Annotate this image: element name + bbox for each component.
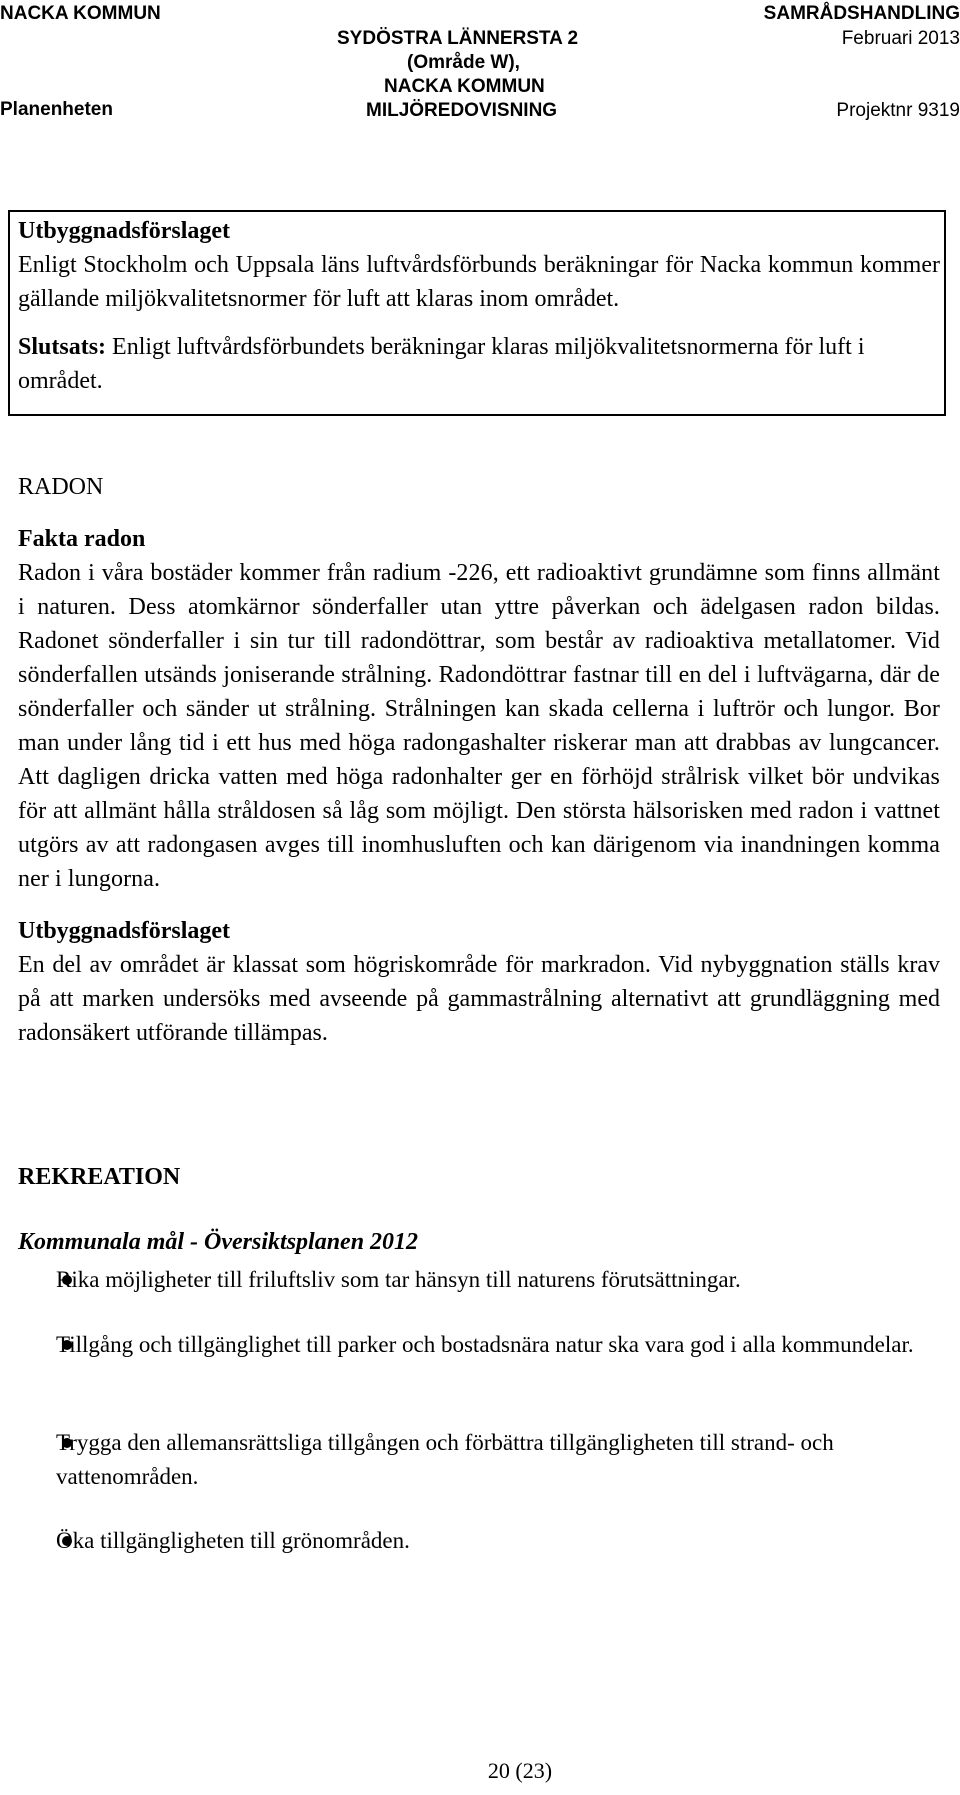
header-org: NACKA KOMMUN	[0, 3, 161, 24]
header-doc-type: SAMRÅDSHANDLING	[763, 3, 960, 24]
goal-item-3: Trygga den allemansrättsliga tillgången och förbättra tillgängligheten till strand- och vattenområden.	[56, 1430, 834, 1489]
page-number: 20 (23)	[487, 1758, 553, 1783]
recreation-section	[18, 1160, 940, 1194]
radon-heading: RADON	[18, 474, 104, 500]
air-quality-summary	[18, 214, 940, 398]
radon-proposal-text: En del av området är klassat som högriskområde för markradon. Vid nybyggnation ställs krav på att marken undersöks med avseende på gammastrålning alternativt att grundläggning med radonsäkert utförande tillämpas.	[18, 952, 940, 1046]
header-title-line3: NACKA KOMMUN	[384, 76, 545, 97]
goal-item-2: Tillgång och tillgänglighet till parker och bostadsnära natur ska vara god i alla kommundelar.	[56, 1332, 914, 1357]
goals-heading: Kommunala mål - Översiktsplanen 2012	[18, 1229, 419, 1255]
air-conclusion	[18, 330, 940, 398]
conclusion-label: Slutsats:	[18, 334, 107, 360]
header-project-number: Projektnr 9319	[836, 100, 960, 121]
goal-item-1: Rika möjligheter till friluftsliv som tar hänsyn till naturens förutsättningar.	[56, 1267, 741, 1292]
radon-facts-text: Radon i våra bostäder kommer från radium -226, ett radioaktivt grundämne som finns allmänt i naturen. Dess atomkärnor sönderfaller utan yttre påverkan och ädelgasen radon bildas. Radonet sönderfaller i sin tur till radondöttrar, som består av radioaktiva metallatomer. Vid sönderfallen utsänds joniserande strålning. Radondöttrar fastnar till en del i luftvägarna, där de sönderfaller och sänder ut strålning. Strålningen kan skada cellerna i luftrör och lungor. Bor man under lång tid i ett hus med höga radongashalter riskerar man att drabbas av lungcancer. Att dagligen dricka vatten med höga radonhalter ger en förhöjd strålrisk vilket bör undvikas för att allmänt hålla stråldosen så låg som möjligt. Den största hälsorisken med radon i vattnet utgörs av att radongasen avges till inomhusluften och kan därigenom via inandningen komma ner i lungorna.	[18, 560, 940, 892]
header-title-line1: SYDÖSTRA LÄNNERSTA 2	[337, 28, 579, 49]
radon-section	[18, 470, 940, 1050]
conclusion-text: Enligt luftvårdsförbundets beräkningar klaras miljökvalitetsnormerna för luft i området.	[18, 334, 865, 394]
air-proposal-text: Enligt Stockholm och Uppsala läns luftvårdsförbunds beräkningar för Nacka kommun kommer gällande miljökvalitetsnormer för luft att klaras inom området.	[18, 252, 940, 312]
header-title-line4: MILJÖREDOVISNING	[366, 100, 558, 121]
header-title-line2: (Område W),	[407, 52, 520, 73]
header-date: Februari 2013	[841, 28, 960, 49]
air-proposal-heading: Utbyggnadsförslaget	[18, 218, 231, 244]
header-unit: Planenheten	[0, 99, 113, 120]
radon-facts-heading: Fakta radon	[18, 526, 146, 552]
recreation-heading: REKREATION	[18, 1164, 181, 1190]
goal-item-4: Öka tillgängligheten till grönområden.	[56, 1528, 410, 1553]
radon-proposal-heading: Utbyggnadsförslaget	[18, 918, 231, 944]
